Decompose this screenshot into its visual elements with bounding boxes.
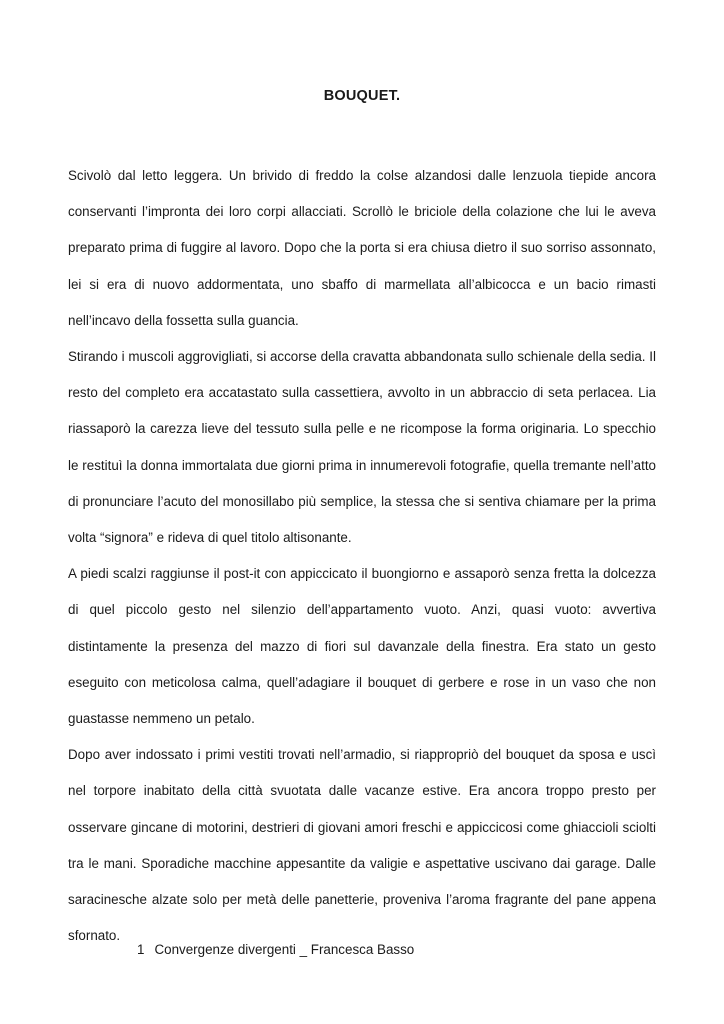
page-number: 1 — [137, 942, 145, 957]
footer-text: Convergenze divergenti _ Francesca Basso — [154, 942, 415, 957]
page-footer — [137, 940, 414, 960]
document-body — [68, 158, 656, 954]
paragraph-3: A piedi scalzi raggiunse il post-it con appiccicato il buongiorno e assaporò senza fretta la dolcezza di quel piccolo gesto nel silenzio dell’appartamento vuoto. Anzi, quasi vuoto: avvertiva distintamente la presenza del mazzo di fiori sul davanzale della finestra. Era stato un gesto eseguito con meticolosa calma, quell’adagiare il bouquet di gerbere e rose in un vaso che non guastasse nemmeno un petalo. — [68, 566, 656, 727]
paragraph-4: Dopo aver indossato i primi vestiti trovati nell’armadio, si riappropriò del bouquet da sposa e uscì nel torpore inabitato della città svuotata dalle vacanze estive. Era ancora troppo presto per osservare gincane di motorini, destrieri di giovani amori freschi e appiccicosi come ghiaccioli sciolti tra le mani. Sporadiche macchine appesantite da valigie e aspettative uscivano dai garage. Dalle saracinesche alzate solo per metà delle panetterie, proveniva l’aroma fragrante del pane appena sfornato. — [68, 747, 656, 944]
paragraph-1: Scivolò dal letto leggera. Un brivido di freddo la colse alzandosi dalle lenzuola tiepide ancora conservanti l’impronta dei loro corpi allacciati. Scrollò le briciole della colazione che lui le aveva preparato prima di fuggire al lavoro. Dopo che la porta si era chiusa dietro il suo sorriso assonnato, lei si era di nuovo addormentata, uno sbaffo di marmellata all’albicocca e un bacio rimasti nell’incavo della fossetta sulla guancia. — [68, 168, 656, 328]
paragraph-2: Stirando i muscoli aggrovigliati, si accorse della cravatta abbandonata sullo schienale della sedia. Il resto del completo era accatastato sulla cassettiera, avvolto in un abbraccio di seta perlacea. Lia riassaporò la carezza lieve del tessuto sulla pelle e ne ricompose la forma originaria. Lo specchio le restituì la donna immortalata due giorni prima in innumerevoli fotografie, quella tremante nell’atto di pronunciare l’acuto del monosillabo più semplice, la stessa che si sentiva chiamare per la prima volta “signora” e rideva di quel titolo altisonante. — [68, 349, 656, 546]
document-title: BOUQUET. — [323, 88, 401, 104]
